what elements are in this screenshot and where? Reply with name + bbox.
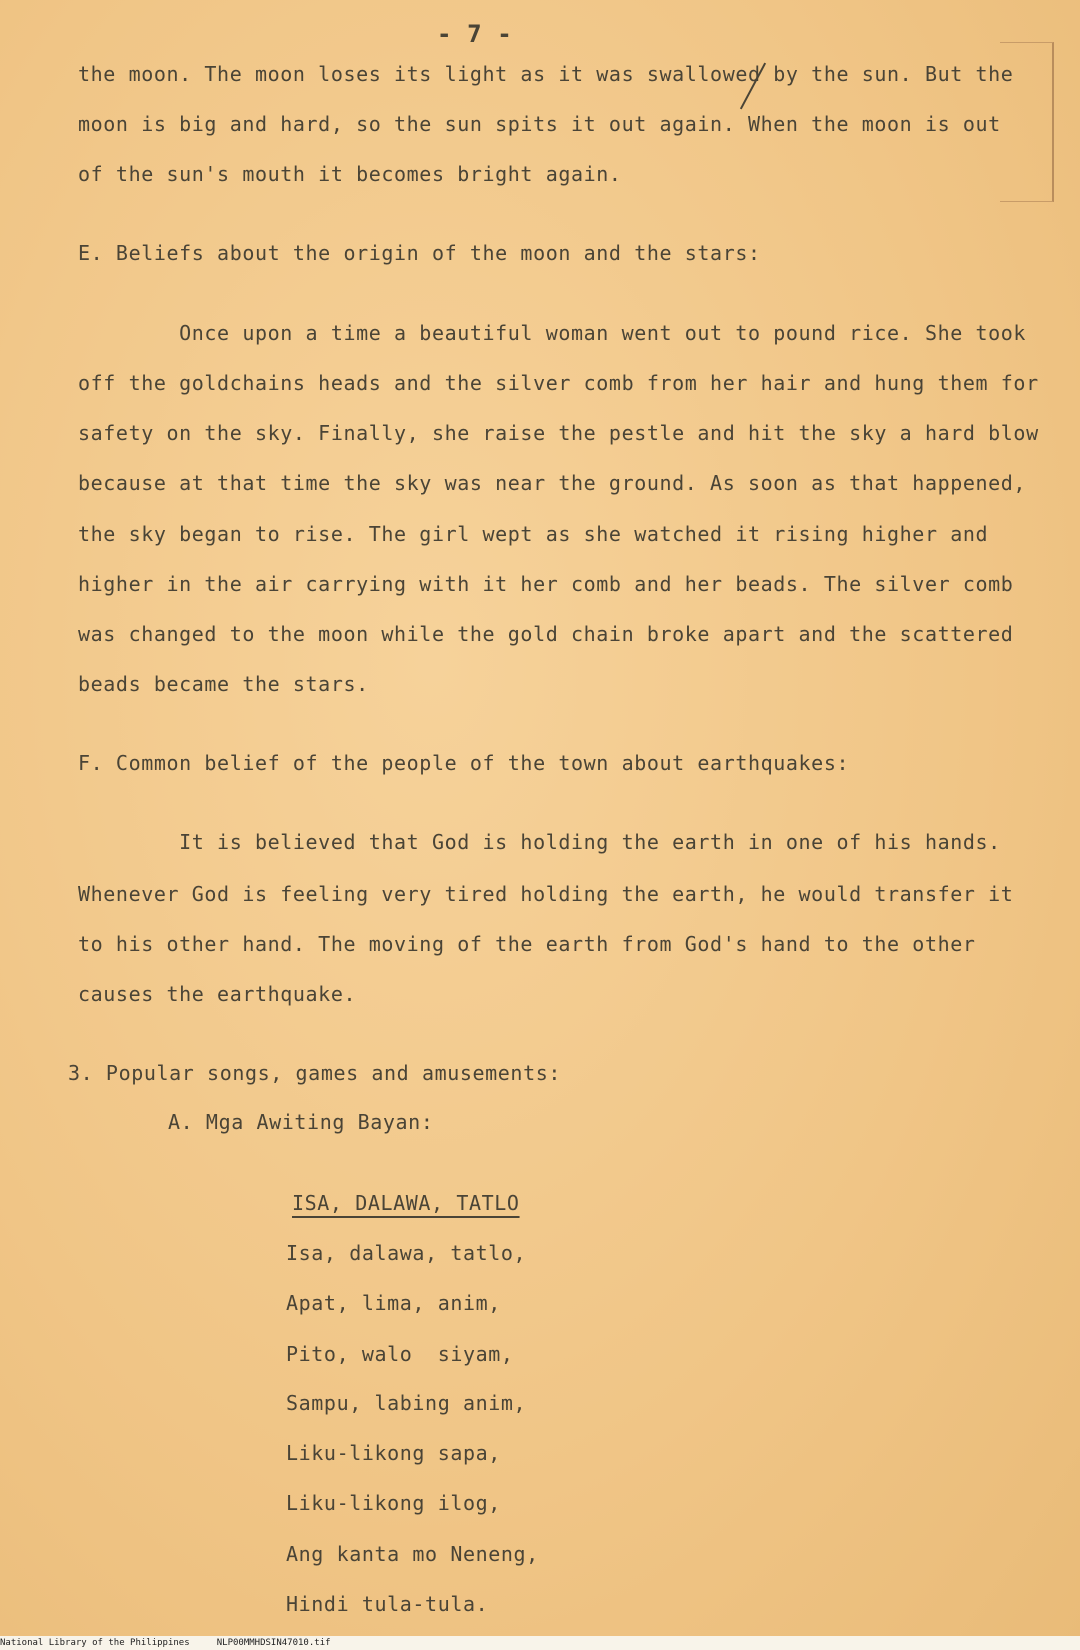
section-e-line: higher in the air carrying with it her comb and her beads. The silver comb	[78, 572, 1014, 596]
section-e-line: was changed to the moon while the gold chain broke apart and the scattered	[78, 622, 1014, 646]
song-line: Pito, walo siyam,	[286, 1342, 514, 1366]
section-3-heading: 3. Popular songs, games and amusements:	[68, 1061, 561, 1085]
section-f-line: to his other hand. The moving of the earth from God's hand to the other	[78, 932, 976, 956]
scan-footer: National Library of the Philippines NLP00MMHDSIN47010.tif	[0, 1636, 1080, 1650]
section-e-line: Once upon a time a beautiful woman went out to pound rice. She took	[78, 321, 1027, 345]
section-e-line: beads became the stars.	[78, 672, 369, 696]
song-line: Apat, lima, anim,	[286, 1291, 501, 1315]
section-f-line: Whenever God is feeling very tired holding the earth, he would transfer it	[78, 882, 1014, 906]
section-e-line: the sky began to rise. The girl wept as she watched it rising higher and	[78, 522, 989, 546]
section-e-line: off the goldchains heads and the silver comb from her hair and hung them for	[78, 371, 1039, 395]
intro-line: of the sun's mouth it becomes bright again.	[78, 162, 622, 186]
page-number: - 7 -	[437, 20, 513, 48]
section-3-subheading: A. Mga Awiting Bayan:	[168, 1110, 434, 1134]
song-title: ISA, DALAWA, TATLO	[292, 1191, 520, 1215]
song-line: Sampu, labing anim,	[286, 1391, 527, 1415]
song-line: Ang kanta mo Neneng,	[286, 1542, 539, 1566]
intro-line: the moon. The moon loses its light as it was swallowed by the sun. But the	[78, 62, 1014, 86]
song-line: Liku-likong ilog,	[286, 1491, 501, 1515]
section-e-line: because at that time the sky was near the ground. As soon as that happened,	[78, 471, 1027, 495]
song-line: Isa, dalawa, tatlo,	[286, 1241, 527, 1265]
song-line: Hindi tula-tula.	[286, 1592, 489, 1616]
section-e-heading: E. Beliefs about the origin of the moon and the stars:	[78, 241, 761, 265]
section-e-line: safety on the sky. Finally, she raise the pestle and hit the sky a hard blow	[78, 421, 1039, 445]
section-f-line: It is believed that God is holding the earth in one of his hands.	[78, 830, 1001, 854]
section-f-heading: F. Common belief of the people of the town about earthquakes:	[78, 751, 850, 775]
section-f-line: causes the earthquake.	[78, 982, 357, 1006]
intro-line: moon is big and hard, so the sun spits it out again. When the moon is out	[78, 112, 1001, 136]
song-line: Liku-likong sapa,	[286, 1441, 501, 1465]
